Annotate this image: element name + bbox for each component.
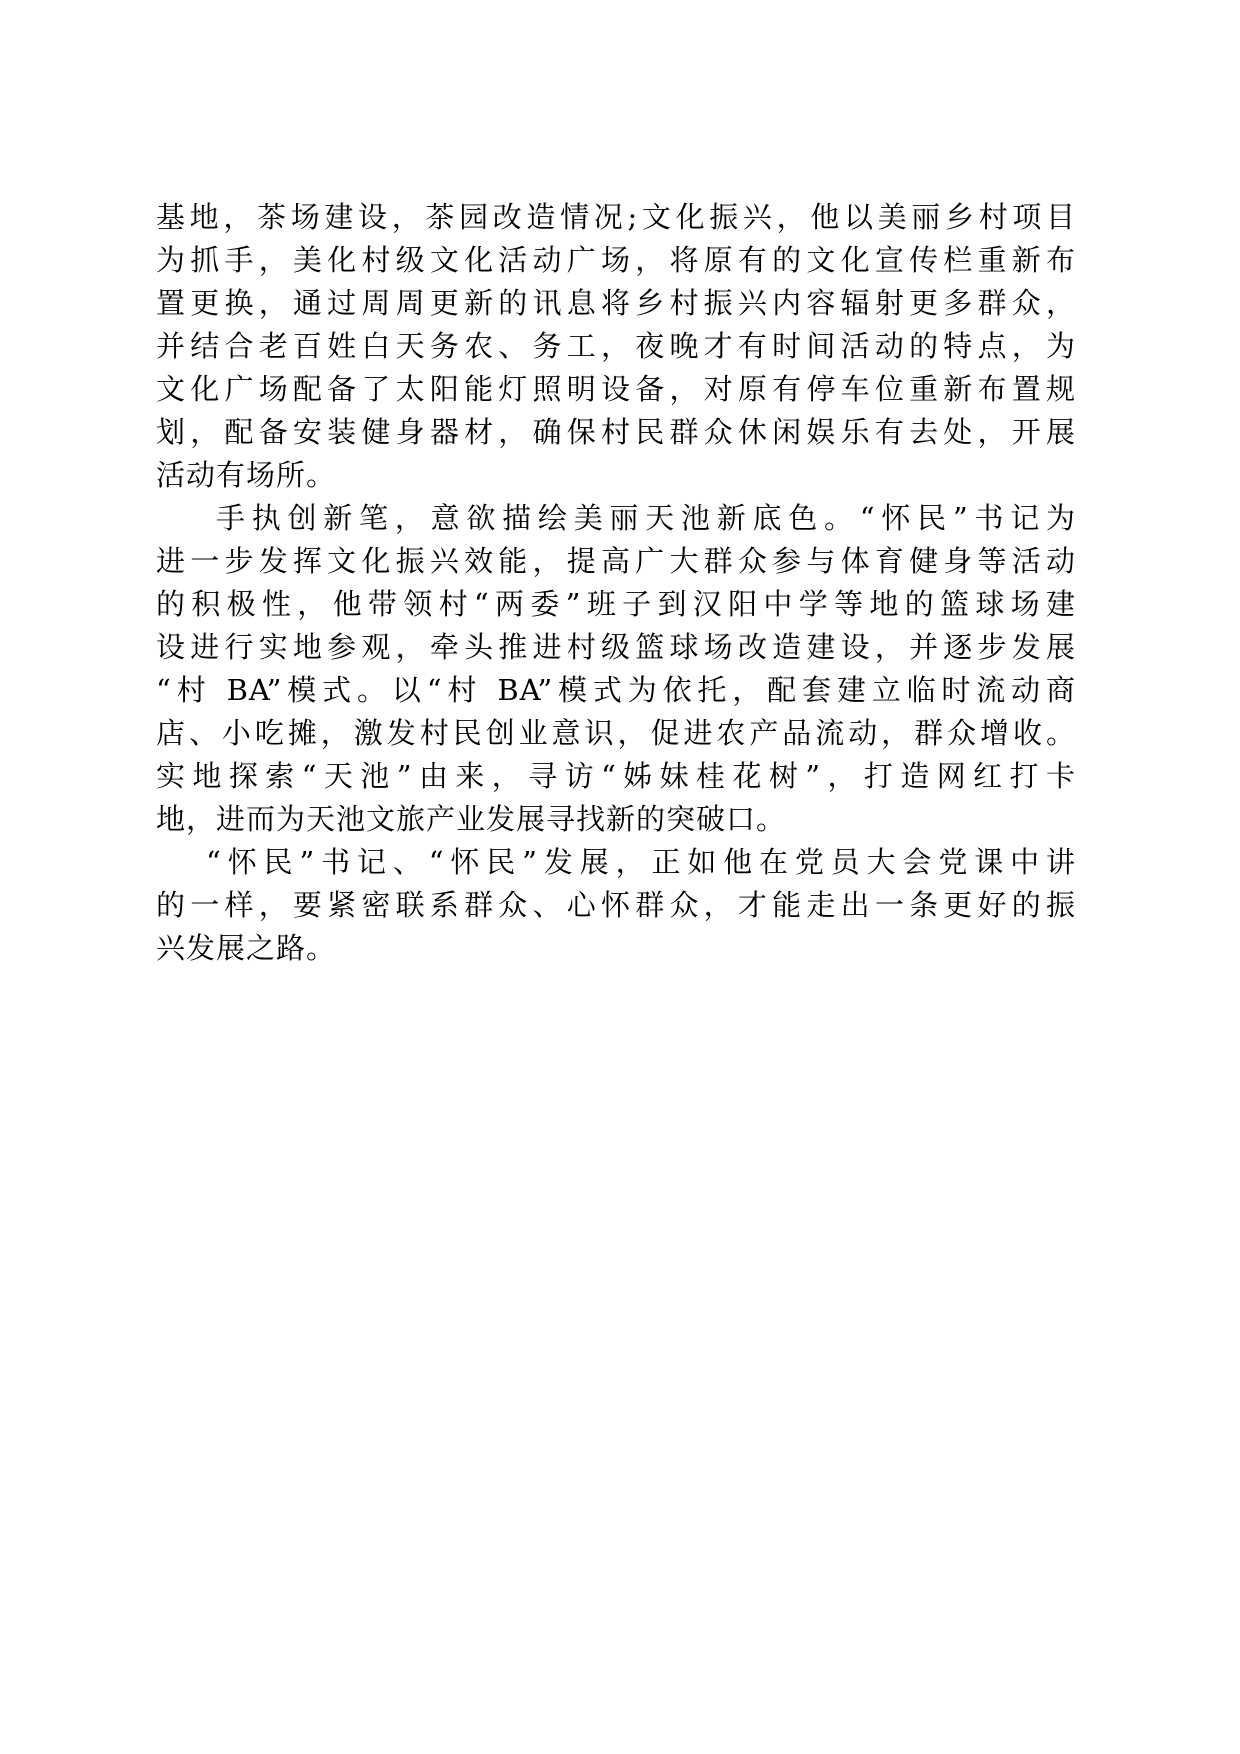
paragraph-3 (156, 841, 1076, 970)
text-line: 的积极性，他带领村“两委”班子到汉阳中学等地的篮球场建 (156, 587, 1076, 621)
text-line: 划，配备安装健身器材，确保村民群众休闲娱乐有去处，开展 (156, 415, 1076, 449)
text-line: 为抓手，美化村级文化活动广场，将原有的文化宣传栏重新布 (156, 243, 1076, 277)
text-line: “怀民”书记、“怀民”发展，正如他在党员大会党课中讲 (206, 845, 1076, 879)
text-line: 的一样，要紧密联系群众、心怀群众，才能走出一条更好的振 (156, 888, 1076, 922)
text-line: 兴发展之路。 (156, 931, 337, 965)
text-line: 店、小吃摊，激发村民创业意识，促进农产品流动，群众增收。 (156, 716, 1076, 750)
text-line: 地，进而为天池文旅产业发展寻找新的突破口。 (156, 802, 787, 836)
text-line: 并结合老百姓白天务农、务工，夜晚才有时间活动的特点，为 (156, 329, 1076, 363)
text-line: 基地，茶场建设，茶园改造情况;文化振兴，他以美丽乡村项目 (156, 200, 1076, 234)
body-text (156, 196, 1076, 970)
text-line: 文化广场配备了太阳能灯照明设备，对原有停车位重新布置规 (156, 372, 1076, 406)
text-line: 手执创新笔，意欲描绘美丽天池新底色。“怀民”书记为 (216, 501, 1076, 535)
text-line: 实地探索“天池”由来，寻访“姊妹桂花树”，打造网红打卡 (156, 759, 1076, 793)
text-line: 活动有场所。 (156, 458, 337, 492)
text-line: 进一步发挥文化振兴效能，提高广大群众参与体育健身等活动 (156, 544, 1076, 578)
text-line: 设进行实地参观，牵头推进村级篮球场改造建设，并逐步发展 (156, 630, 1076, 664)
text-line: “村 BA”模式。以“村 BA”模式为依托，配套建立临时流动商 (156, 673, 1076, 707)
text-line: 置更换，通过周周更新的讯息将乡村振兴内容辐射更多群众， (156, 286, 1076, 320)
paragraph-1 (156, 196, 1076, 497)
paragraph-2 (156, 497, 1076, 841)
